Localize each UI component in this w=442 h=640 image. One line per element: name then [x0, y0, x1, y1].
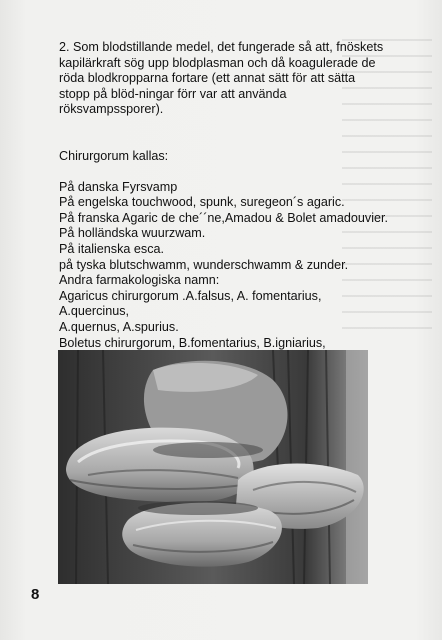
- section-heading: Chirurgorum kallas:: [59, 148, 169, 163]
- name-line: På italienska esca.: [59, 241, 165, 256]
- name-line: På engelska touchwood, spunk, suregeon´s agaric.: [59, 195, 345, 210]
- name-line: A.quernus, A.spurius.: [59, 319, 179, 334]
- name-line: På danska Fyrsvamp: [59, 179, 178, 194]
- name-line: Boletus chirurgorum, B.fomentarius, B.igniarius,: [59, 335, 326, 350]
- fungus-photo: [58, 350, 368, 584]
- name-line: På holländska wuurzwam.: [59, 226, 206, 241]
- name-line: på tyska blutschwamm, wunderschwamm & zunder.: [59, 257, 349, 272]
- page-number: 8: [31, 586, 40, 603]
- name-line: Andra farmakologiska namn:: [59, 273, 220, 288]
- text-block: [59, 40, 389, 398]
- name-line: På franska Agaric de che´´ne,Amadou & Bolet amadouvier.: [59, 210, 389, 225]
- name-line: Agaricus chirurgorum .A.falsus, A. fomentarius, A.quercinus,: [59, 288, 322, 319]
- intro-paragraph: 2. Som blodstillande medel, det fungerade så att, fnöskets kapilärkraft sög upp blodplasman och då koagulerade de röda blodkropparna fortare (ett annat sätt för att sätta stopp på blöd-ningar förr var att använda röksvampssporer).: [59, 40, 384, 117]
